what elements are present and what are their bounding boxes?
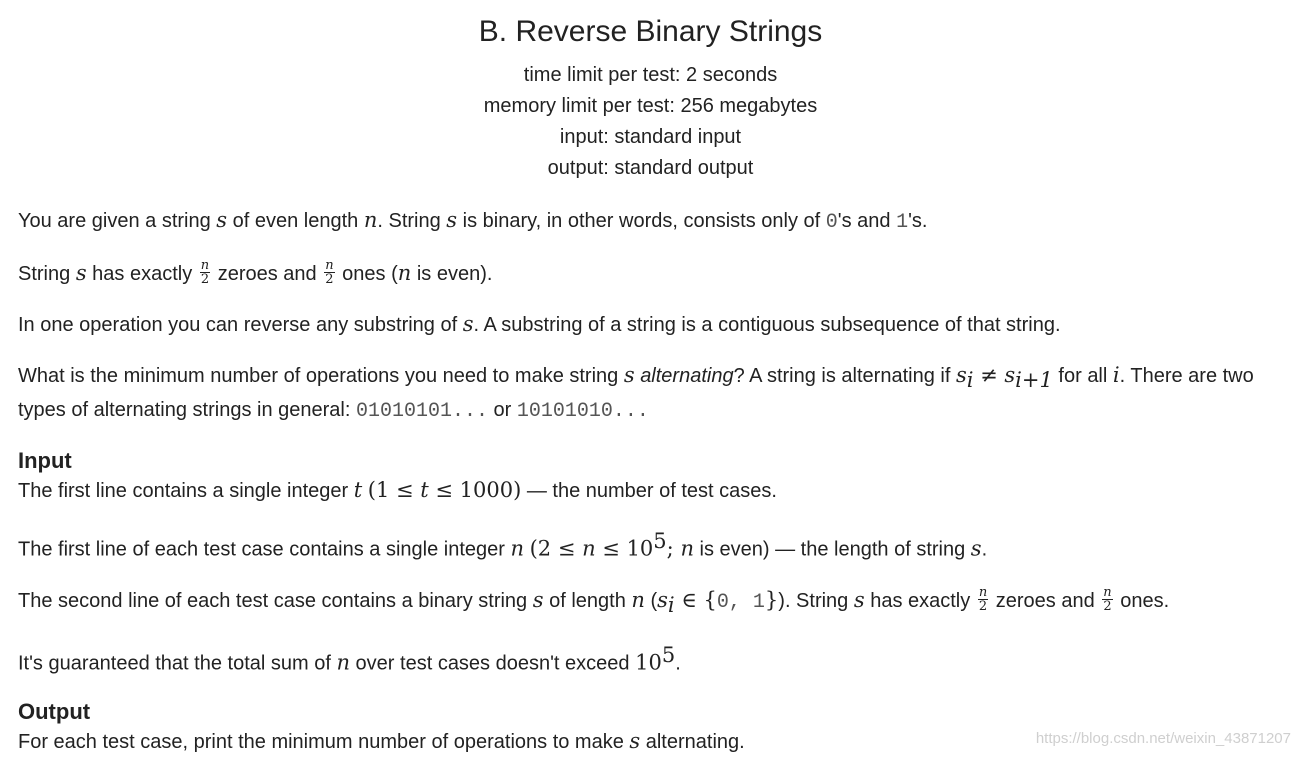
math-var: i [1112,363,1120,387]
input-section-title: Input [18,448,72,473]
math-var: s [1004,363,1016,387]
math-var: t [353,478,363,502]
math-number: 10 [635,650,662,675]
text: For each test case, print the minimum number of operations to make [18,731,630,754]
math-var: s [75,261,87,285]
output-section [18,698,1288,757]
math-var: n [680,536,694,561]
math-var: s [970,536,982,561]
fraction [978,586,988,613]
math-operator: } [764,587,779,612]
text: ). String [778,589,854,612]
text: ( [644,589,658,612]
output-section-title: Output [18,699,91,725]
math-expression: (2 ≤ [529,536,583,561]
input-paragraph-3 [18,585,1288,620]
text: or [488,399,517,421]
math-var: s [216,208,228,232]
fraction-denominator: 2 [978,598,988,614]
math-var: s [955,363,967,387]
math-var: n [336,650,350,675]
output-file: output: standard output [547,157,754,179]
math-expression: ≤ 10 [595,536,654,561]
math-var: s [853,587,865,612]
math-operator: ≠ [973,363,1005,387]
statement-paragraph-3 [18,309,1288,340]
text: What is the minimum number of operations you need to make string [18,365,624,387]
text: has exactly [86,263,198,285]
text: It's guaranteed that the total sum of [18,652,337,675]
text: over test cases doesn't exceed [350,652,636,675]
text: . [675,652,681,675]
fraction-numerator: n [325,258,334,274]
text: zeroes and [212,263,323,285]
text: In one operation you can reverse any substring of [18,314,463,336]
code-literal: 0 [825,211,838,234]
math-subscript: i+1 [1015,368,1053,392]
text: alternating. [640,731,745,754]
math-var: n [631,587,645,612]
text: is binary, in other words, consists only of [457,210,826,232]
code-literal: 1 [896,211,909,234]
problem-title: B. Reverse Binary Strings [478,15,823,48]
fraction [1102,586,1112,613]
math-var: n [363,208,378,232]
code-literal: 01010101... [355,400,488,423]
math-operator: ∈ { [674,587,717,612]
math-var: s [623,363,635,387]
input-paragraph-4 [18,640,1288,679]
math-expression: ; [666,536,681,561]
math-var: s [629,729,641,754]
text: The second line of each test case contains a binary string [18,589,533,612]
math-subscript: i [966,368,974,392]
math-exponent: 5 [661,642,676,667]
text: zeroes and [990,589,1101,612]
text: ones. [1114,589,1170,612]
memory-limit: memory limit per test: 256 megabytes [483,95,818,117]
text: has exactly [864,589,976,612]
math-var: s [532,587,544,612]
code-literal: 10101010... [516,400,649,423]
text: . [981,538,988,561]
text: 's and [837,210,897,232]
math-subscript: i [667,592,675,617]
text: of even length [227,210,364,232]
math-var: n [582,536,596,561]
text: is even). [411,263,493,285]
math-var: s [446,208,458,232]
text: is even) — the length of string [693,538,971,561]
fraction-denominator: 2 [200,272,210,288]
fraction-denominator: 2 [325,272,334,288]
fraction-numerator: n [978,584,988,600]
text: ones ( [336,263,398,285]
text: — the number of test cases. [521,480,777,502]
math-var: s [462,312,474,336]
text: for all [1052,365,1113,387]
fraction-denominator: 2 [1103,598,1112,614]
text: String [18,263,76,285]
math-var: s [657,587,668,612]
input-section [18,447,1288,678]
text: . There are two types of alternating strings in general: [18,365,1254,421]
input-paragraph-2 [18,526,1288,565]
math-var: n [397,261,412,285]
text: 's. [908,210,928,232]
fraction-numerator: n [200,258,210,274]
text: You are given a string [18,210,217,232]
math-var: t [420,478,429,502]
text: . String [377,210,447,232]
fraction [324,259,334,286]
statement-paragraph-4 [18,360,1288,427]
problem-statement [18,205,1288,777]
code-literal: 0, 1 [716,590,765,614]
text: . A substring of a string is a contiguous subsequence of that string. [473,314,1061,336]
statement-paragraph-1 [18,205,1288,238]
input-file: input: standard input [559,126,742,148]
input-paragraph-1 [18,475,1288,506]
watermark: https://blog.csdn.net/weixin_43871207 [1035,730,1291,747]
problem-header [0,14,1301,184]
math-expression: ≤ 1000) [428,478,522,502]
text: of length [543,589,632,612]
statement-paragraph-2 [18,258,1288,289]
text: The first line contains a single integer [18,480,354,502]
text: The first line of each test case contains a single integer [18,538,511,561]
fraction [200,259,210,286]
math-expression: (1 ≤ [367,478,421,502]
math-var: n [510,536,525,561]
math-exponent: 5 [653,529,667,553]
emphasis: alternating [640,365,734,387]
fraction-numerator: n [1103,584,1112,600]
text: ? A string is alternating if [733,365,956,387]
time-limit: time limit per test: 2 seconds [523,64,778,86]
